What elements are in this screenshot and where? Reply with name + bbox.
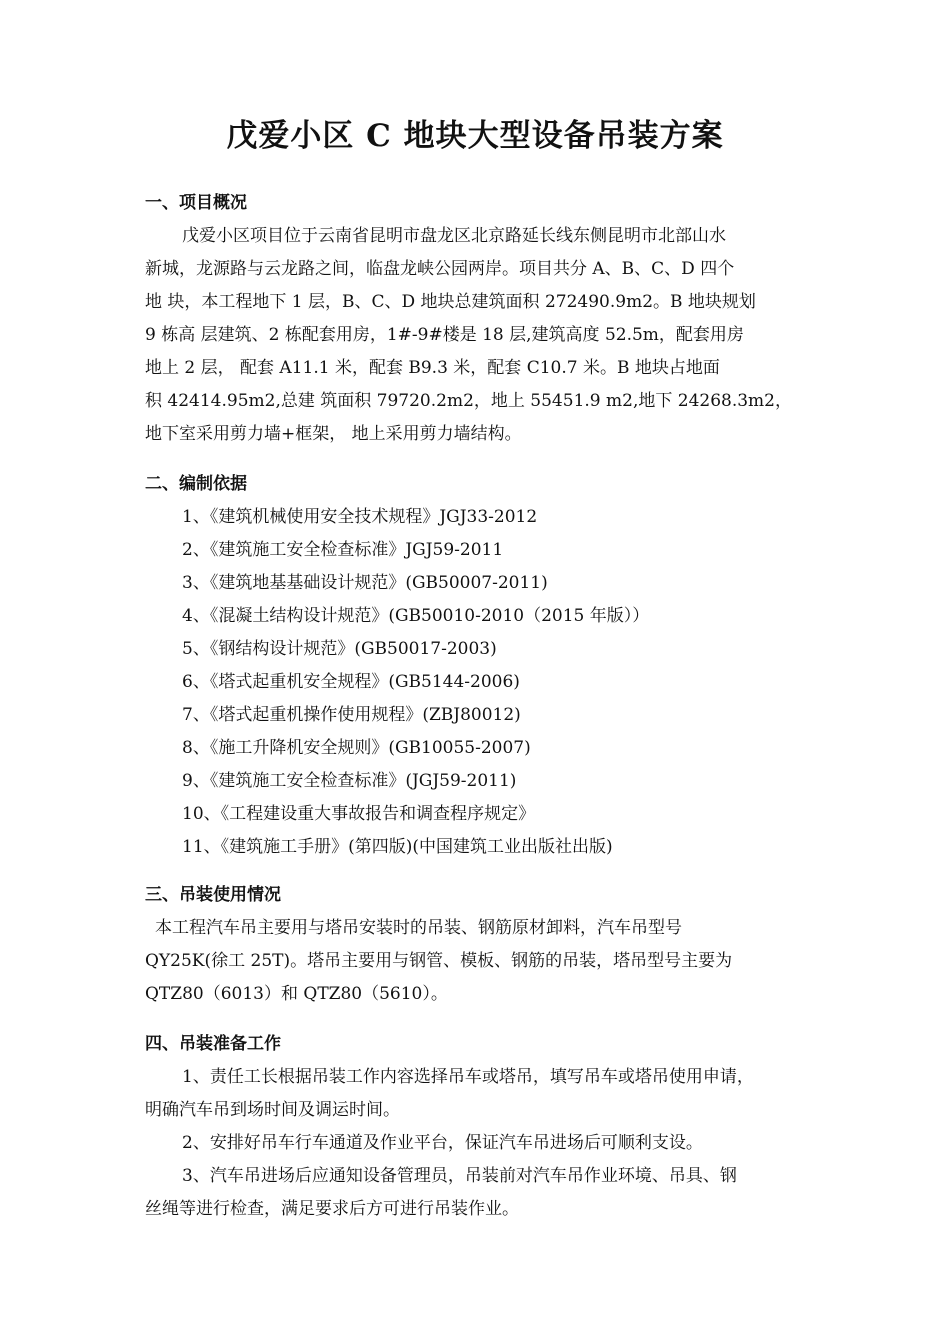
preparation-line: 明确汽车吊到场时间及调运时间。 — [145, 1100, 400, 1120]
reference-item: 3、《建筑地基基础设计规范》(GB50007-2011) — [182, 573, 548, 593]
document-title: 戊爱小区 C 地块大型设备吊装方案 — [226, 118, 724, 154]
reference-item: 4、《混凝土结构设计规范》(GB50010-2010（2015 年版）） — [182, 606, 650, 626]
section-heading-overview: 一、项目概况 — [145, 193, 247, 213]
overview-line: 戊爱小区项目位于云南省昆明市盘龙区北京路延长线东侧昆明市北部山水 — [182, 226, 726, 246]
preparation-line: 1、责任工长根据吊装工作内容选择吊车或塔吊，填写吊车或塔吊使用申请， — [182, 1067, 754, 1087]
reference-item: 11、《建筑施工手册》(第四版)(中国建筑工业出版社出版) — [182, 837, 613, 857]
usage-line: 本工程汽车吊主要用与塔吊安装时的吊装、钢筋原材卸料，汽车吊型号 — [155, 918, 682, 938]
reference-item: 1、《建筑机械使用安全技术规程》JGJ33-2012 — [182, 507, 538, 527]
reference-item: 2、《建筑施工安全检查标准》JGJ59-2011 — [182, 540, 504, 560]
reference-item: 6、《塔式起重机安全规程》(GB5144-2006) — [182, 672, 520, 692]
reference-item: 5、《钢结构设计规范》(GB50017-2003) — [182, 639, 497, 659]
section-heading-preparation: 四、吊装准备工作 — [145, 1034, 281, 1054]
overview-line: 地下室采用剪力墙+框架， 地上采用剪力墙结构。 — [145, 424, 522, 444]
reference-item: 9、《建筑施工安全检查标准》(JGJ59-2011) — [182, 771, 517, 791]
overview-line: 地上 2 层， 配套 A11.1 米，配套 B9.3 米，配套 C10.7 米。B 地块占地面 — [145, 358, 720, 378]
section-heading-basis: 二、编制依据 — [145, 474, 247, 494]
usage-line: QTZ80（6013）和 QTZ80（5610）。 — [145, 984, 448, 1004]
overview-line: 新城，龙源路与云龙路之间，临盘龙峡公园两岸。项目共分 A、B、C、D 四个 — [145, 259, 735, 279]
usage-line: QY25K(徐工 25T)。塔吊主要用与钢管、模板、钢筋的吊装，塔吊型号主要为 — [145, 951, 733, 971]
section-heading-usage: 三、吊装使用情况 — [145, 885, 281, 905]
reference-item: 7、《塔式起重机操作使用规程》(ZBJ80012) — [182, 705, 521, 725]
preparation-line: 3、汽车吊进场后应通知设备管理员，吊装前对汽车吊作业环境、吊具、钢 — [182, 1166, 737, 1186]
preparation-line: 丝绳等进行检查，满足要求后方可进行吊装作业。 — [145, 1199, 519, 1219]
reference-item: 10、《工程建设重大事故报告和调查程序规定》 — [182, 804, 536, 824]
overview-line: 积 42414.95m2,总建 筑面积 79720.2m2，地上 55451.9 m2,地下 24268.3m2， — [145, 391, 792, 411]
reference-item: 8、《施工升降机安全规则》(GB10055-2007) — [182, 738, 531, 758]
overview-line: 地 块，本工程地下 1 层，B、C、D 地块总建筑面积 272490.9m2。B 地块规划 — [145, 292, 756, 312]
overview-line: 9 栋高 层建筑、2 栋配套用房，1#-9#楼是 18 层,建筑高度 52.5m，配套用房 — [145, 325, 744, 345]
preparation-line: 2、安排好吊车行车通道及作业平台，保证汽车吊进场后可顺利支设。 — [182, 1133, 703, 1153]
